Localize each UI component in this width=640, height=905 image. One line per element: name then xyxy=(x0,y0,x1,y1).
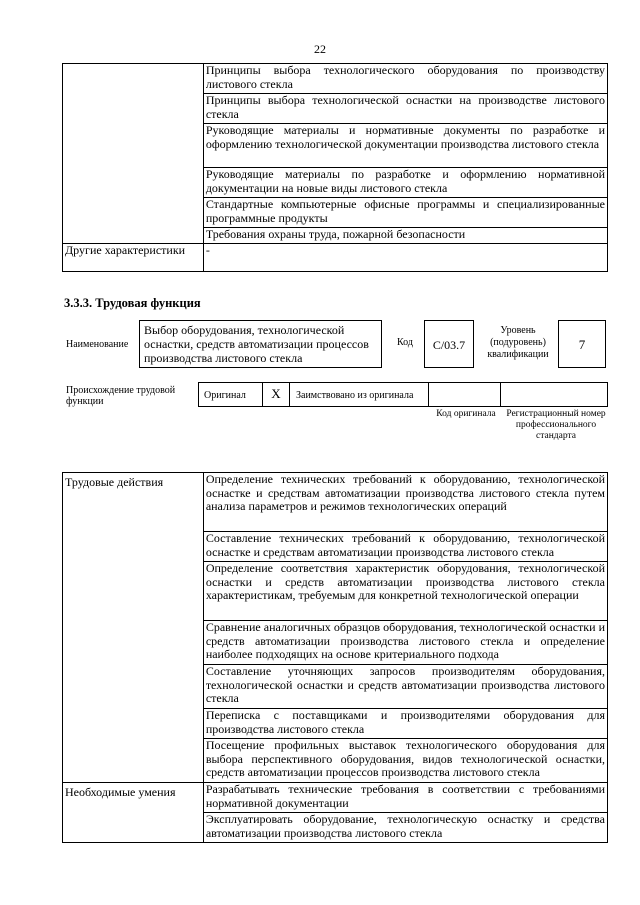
action-item: Определение технических требований к оборудованию, технологической оснастке и средствам автоматизации производства листового стекла путем анализа параметров и режимов технологических операций xyxy=(203,473,607,532)
knowledge-item: Принципы выбора технологического оборудования по производству листового стекла xyxy=(203,64,607,94)
level-box: 7 xyxy=(558,320,606,368)
other-characteristics-label: Другие характеристики xyxy=(63,244,204,272)
knowledge-item: Принципы выбора технологической оснастки на производстве листового стекла xyxy=(203,94,607,124)
action-item: Составление технических требований к оборудованию, технологической оснастке и средствам автоматизации производства листового стекла xyxy=(203,532,607,562)
code-box: С/03.7 xyxy=(424,320,474,368)
action-item: Переписка с поставщиками и производителями оборудования для производства листового стекла xyxy=(203,709,607,739)
skills-label: Необходимые умения xyxy=(63,783,204,843)
main-table xyxy=(62,472,608,843)
knowledge-item: Стандартные компьютерные офисные программы и специализированные программные продукты xyxy=(203,198,607,228)
name-label: Наименование xyxy=(66,339,129,350)
code-label: Код xyxy=(397,337,413,348)
registration-number-caption: Регистрационный номер профессионального стандарта xyxy=(506,409,606,441)
original-mark: X xyxy=(271,386,281,401)
origin-label: Происхождение трудовой функции xyxy=(66,385,176,407)
section-title: 3.3.3. Трудовая функция xyxy=(64,296,201,310)
knowledge-item: Руководящие материалы по разработке и оформлению нормативной документации на новые виды листового стекла xyxy=(203,168,607,198)
skill-item: Разрабатывать технические требования в соответствии с требованиями нормативной документации xyxy=(203,783,607,813)
other-characteristics-value: - xyxy=(203,244,607,272)
function-name-box: Выбор оборудования, технологической оснастки, средств автоматизации процессов производства листового стекла xyxy=(139,320,382,368)
skill-item: Эксплуатировать оборудование, технологическую оснастку и средства автоматизации производства листового стекла xyxy=(203,813,607,843)
page-number: 22 xyxy=(314,42,326,56)
action-item: Составление уточняющих запросов производителям оборудования, технологической оснастки и средств автоматизации производства листового стекла xyxy=(203,665,607,709)
action-item: Посещение профильных выставок технологического оборудования для выбора перспективного оборудования, видов технологической оснастки, средств автоматизации процессов производства листового стекла xyxy=(203,739,607,783)
action-item: Определение соответствия характеристик оборудования, технологической оснастки и средств автоматизации производства листового стекла характеристикам, требуемым для конкретной технологической операции xyxy=(203,562,607,621)
code-original-caption: Код оригинала xyxy=(436,409,496,419)
borrowed-label: Заимствовано из оригинала xyxy=(296,390,414,401)
action-item: Сравнение аналогичных образцов оборудования, технологической оснастки и средств автоматизации производства листового стекла и определение наиболее подходящих на основе критериального подхода xyxy=(203,621,607,665)
origin-divider xyxy=(289,382,290,407)
knowledge-table xyxy=(62,63,608,272)
origin-divider xyxy=(500,382,501,407)
empty-label-cell xyxy=(63,64,204,244)
level-label: Уровень (подуровень) квалификации xyxy=(487,325,549,360)
original-label: Оригинал xyxy=(204,390,246,401)
knowledge-item: Требования охраны труда, пожарной безопасности xyxy=(203,228,607,244)
origin-divider xyxy=(428,382,429,407)
knowledge-item: Руководящие материалы и нормативные документы по разработке и оформлению технологической документации производства листового стекла xyxy=(203,124,607,168)
actions-label: Трудовые действия xyxy=(63,473,204,783)
